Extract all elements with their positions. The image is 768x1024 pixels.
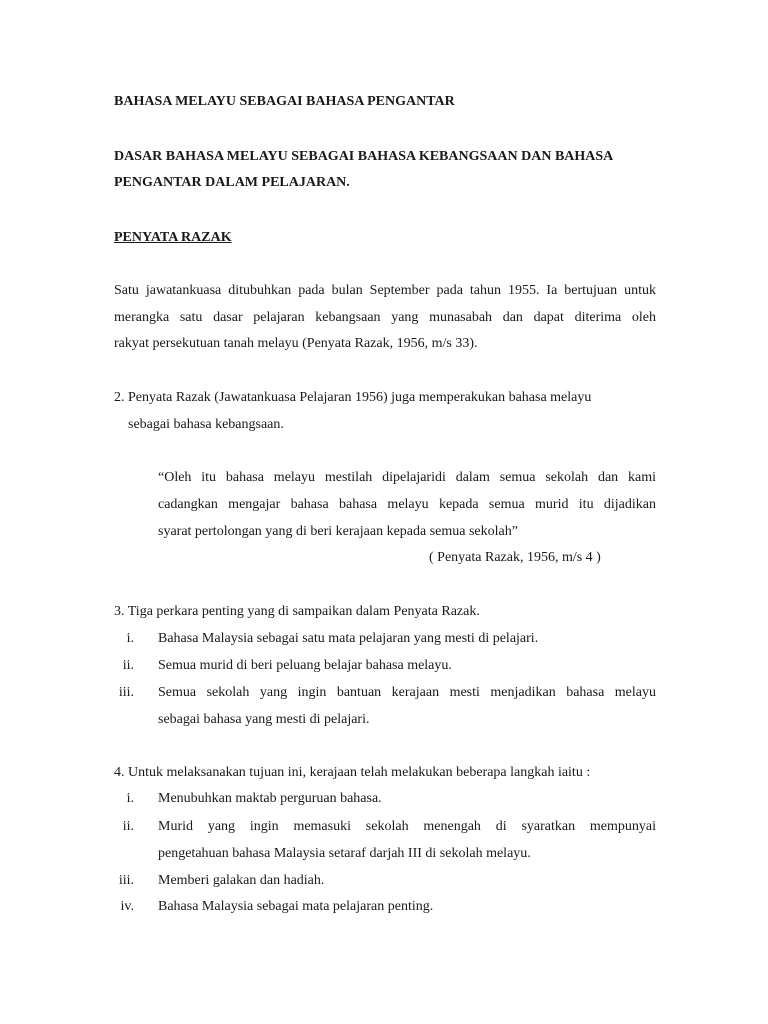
point-4-item-2-text-line-1: Murid yang ingin memasuki sekolah menengah di syaratkan mempunyai xyxy=(158,819,656,834)
point-4-item-1-number: i. xyxy=(126,791,134,806)
intro-line-3: rakyat persekutuan tanah melayu (Penyata Razak, 1956, m/s 33). xyxy=(114,336,478,351)
point-3-item-2-text: Semua murid di beri peluang belajar bahasa melayu. xyxy=(158,658,452,673)
point-4-item-4-number: iv. xyxy=(120,899,134,914)
quote-line-3: syarat pertolongan yang di beri kerajaan kepada semua sekolah” xyxy=(158,524,518,539)
point-3-item-2-number: ii. xyxy=(122,658,134,673)
point-3-item-3-number: iii. xyxy=(118,685,134,700)
point-3-item-1-number: i. xyxy=(126,631,134,646)
point-4-item-3-text: Memberi galakan dan hadiah. xyxy=(158,873,325,888)
point-4-heading: 4. Untuk melaksanakan tujuan ini, kerajaan telah melakukan beberapa langkah iaitu : xyxy=(114,765,591,780)
section-heading: PENYATA RAZAK xyxy=(114,230,232,245)
intro-line-2: merangka satu dasar pelajaran kebangsaan yang munasabah dan dapat diterima oleh xyxy=(114,310,656,325)
subtitle-line-1: DASAR BAHASA MELAYU SEBAGAI BAHASA KEBANGSAAN DAN BAHASA xyxy=(114,149,614,164)
point-3-item-3-text-line-1: Semua sekolah yang ingin bantuan kerajaan mesti menjadikan bahasa melayu xyxy=(158,685,656,700)
quote-line-2: cadangkan mengajar bahasa bahasa melayu kepada semua murid itu dijadikan xyxy=(158,497,656,512)
point-4-item-1-text: Menubuhkan maktab perguruan bahasa. xyxy=(158,791,382,806)
point-2-line-1: 2. Penyata Razak (Jawatankuasa Pelajaran 1956) juga memperakukan bahasa melayu xyxy=(114,390,592,405)
point-3-item-1-text: Bahasa Malaysia sebagai satu mata pelajaran yang mesti di pelajari. xyxy=(158,631,539,646)
point-2-line-2: sebagai bahasa kebangsaan. xyxy=(128,417,284,432)
quote-citation: ( Penyata Razak, 1956, m/s 4 ) xyxy=(429,550,601,565)
point-3-heading: 3. Tiga perkara penting yang di sampaikan dalam Penyata Razak. xyxy=(114,604,480,619)
point-4-item-4-text: Bahasa Malaysia sebagai mata pelajaran penting. xyxy=(158,899,434,914)
point-4-item-3-number: iii. xyxy=(118,873,134,888)
quote-line-1: “Oleh itu bahasa melayu mestilah dipelajaridi dalam semua sekolah dan kami xyxy=(158,470,656,485)
point-4-item-2-text-line-2: pengetahuan bahasa Malaysia setaraf darjah III di sekolah melayu. xyxy=(158,846,531,861)
document-title: BAHASA MELAYU SEBAGAI BAHASA PENGANTAR xyxy=(114,94,455,109)
subtitle-line-2: PENGANTAR DALAM PELAJARAN. xyxy=(114,175,350,190)
point-3-item-3-text-line-2: sebagai bahasa yang mesti di pelajari. xyxy=(158,712,370,727)
intro-line-1: Satu jawatankuasa ditubuhkan pada bulan September pada tahun 1955. Ia bertujuan untuk xyxy=(114,283,656,298)
point-4-item-2-number: ii. xyxy=(122,819,134,834)
